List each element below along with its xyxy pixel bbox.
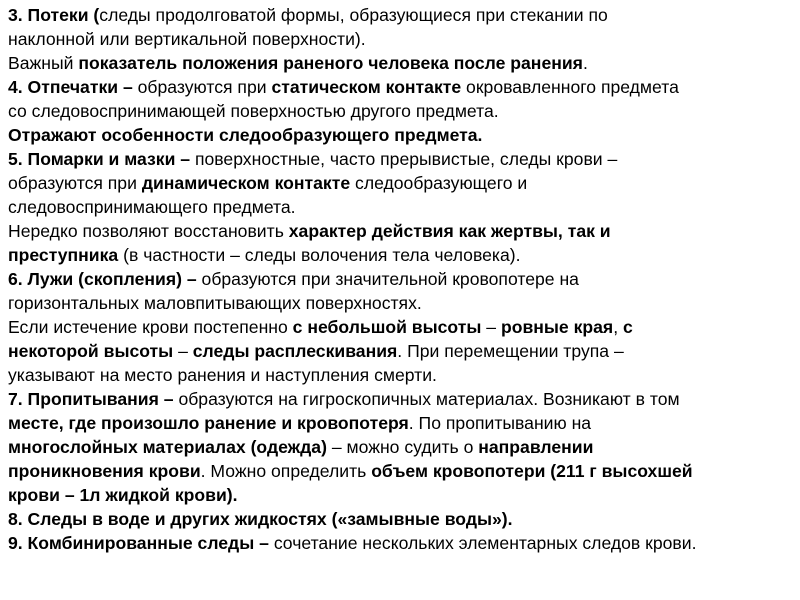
text-segment: следы продолговатой формы, образующиеся при стекании по [99,5,608,25]
bold-text-segment: 8. Следы в воде и других жидкостях («замывные воды»). [8,509,513,529]
text-segment: образуются при [137,77,272,97]
bold-text-segment: 4. Отпечатки – [8,77,138,97]
paragraph [8,3,798,51]
text-line [8,315,798,339]
bold-text-segment: с небольшой высоты [292,317,482,337]
text-line [8,411,798,435]
text-segment: – [481,317,501,337]
bold-text-segment: направлении [478,437,594,457]
paragraph [8,267,798,315]
paragraph [8,219,798,267]
bold-text-segment: 3. Потеки ( [8,5,100,25]
bold-text-segment: показатель положения раненого человека после ранения [78,53,583,73]
text-line [8,267,798,291]
text-segment: образуются при значительной кровопотере на [201,269,579,289]
bold-text-segment: с [622,317,633,337]
text-line [8,3,798,27]
bold-text-segment: характер действия как жертвы, так и [288,221,611,241]
text-segment: сочетание нескольких элементарных следов крови. [273,533,697,553]
text-line [8,243,798,267]
text-segment: образуются на гигроскопичных материалах. Возникают в том [178,389,680,409]
bold-text-segment: 9. Комбинированные следы – [8,533,274,553]
text-segment: . При перемещении трупа – [397,341,624,361]
paragraph [8,531,798,555]
bold-text-segment: 6. Лужи (скопления) – [8,269,202,289]
text-line [8,531,798,555]
text-line [8,171,798,195]
paragraph [8,507,798,531]
text-segment: – [173,341,193,361]
text-line [8,507,798,531]
paragraph [8,147,798,219]
text-segment: . [582,53,588,73]
text-segment: горизонтальных маловпитывающих поверхностях. [8,293,422,313]
text-line [8,435,798,459]
text-segment: (в частности – следы волочения тела человека). [118,245,521,265]
bold-text-segment: некоторой высоты [8,341,174,361]
bold-text-segment: ровные края [500,317,614,337]
text-segment: наклонной или вертикальной поверхности). [8,29,366,49]
slide-text-body [8,3,798,555]
paragraph [8,387,798,507]
paragraph [8,51,798,75]
text-line [8,147,798,171]
paragraph [8,75,798,123]
bold-text-segment: объем кровопотери (211 г высохшей [371,461,693,481]
text-segment: следовоспринимающего предмета. [8,197,296,217]
text-line [8,459,798,483]
text-segment: Важный [8,53,79,73]
bold-text-segment: месте, где произошло ранение и кровопотеря [8,413,409,433]
text-segment: , [613,317,623,337]
bold-text-segment: преступника [8,245,119,265]
bold-text-segment: крови – 1л жидкой крови). [8,485,238,505]
text-line [8,27,798,51]
text-segment: . По пропитыванию на [408,413,592,433]
text-line [8,219,798,243]
text-line [8,123,798,147]
bold-text-segment: Отражают особенности следообразующего предмета. [8,125,483,145]
text-segment: образуются при [8,173,142,193]
bold-text-segment: проникновения крови [8,461,201,481]
bold-text-segment: 7. Пропитывания – [8,389,179,409]
text-segment: следообразующего и [350,173,528,193]
text-line [8,483,798,507]
bold-text-segment: следы расплескивания [192,341,398,361]
paragraph [8,123,798,147]
text-line [8,339,798,363]
text-line [8,363,798,387]
text-line [8,75,798,99]
bold-text-segment: многослойных материалах (одежда) [8,437,327,457]
text-segment: окровавленного предмета [461,77,679,97]
text-segment: указывают на место ранения и наступления смерти. [8,365,437,385]
paragraph [8,315,798,387]
text-line [8,51,798,75]
bold-text-segment: динамическом контакте [141,173,351,193]
text-line [8,99,798,123]
bold-text-segment: 5. Помарки и мазки – [8,149,195,169]
text-segment: . Можно определить [200,461,372,481]
text-line [8,291,798,315]
text-segment: – можно судить о [326,437,479,457]
text-segment: Нередко позволяют восстановить [8,221,289,241]
text-segment: поверхностные, часто прерывистые, следы крови – [194,149,618,169]
bold-text-segment: статическом контакте [271,77,462,97]
text-line [8,195,798,219]
text-line [8,387,798,411]
text-segment: со следовоспринимающей поверхностью другого предмета. [8,101,499,121]
text-segment: Если истечение крови постепенно [8,317,293,337]
